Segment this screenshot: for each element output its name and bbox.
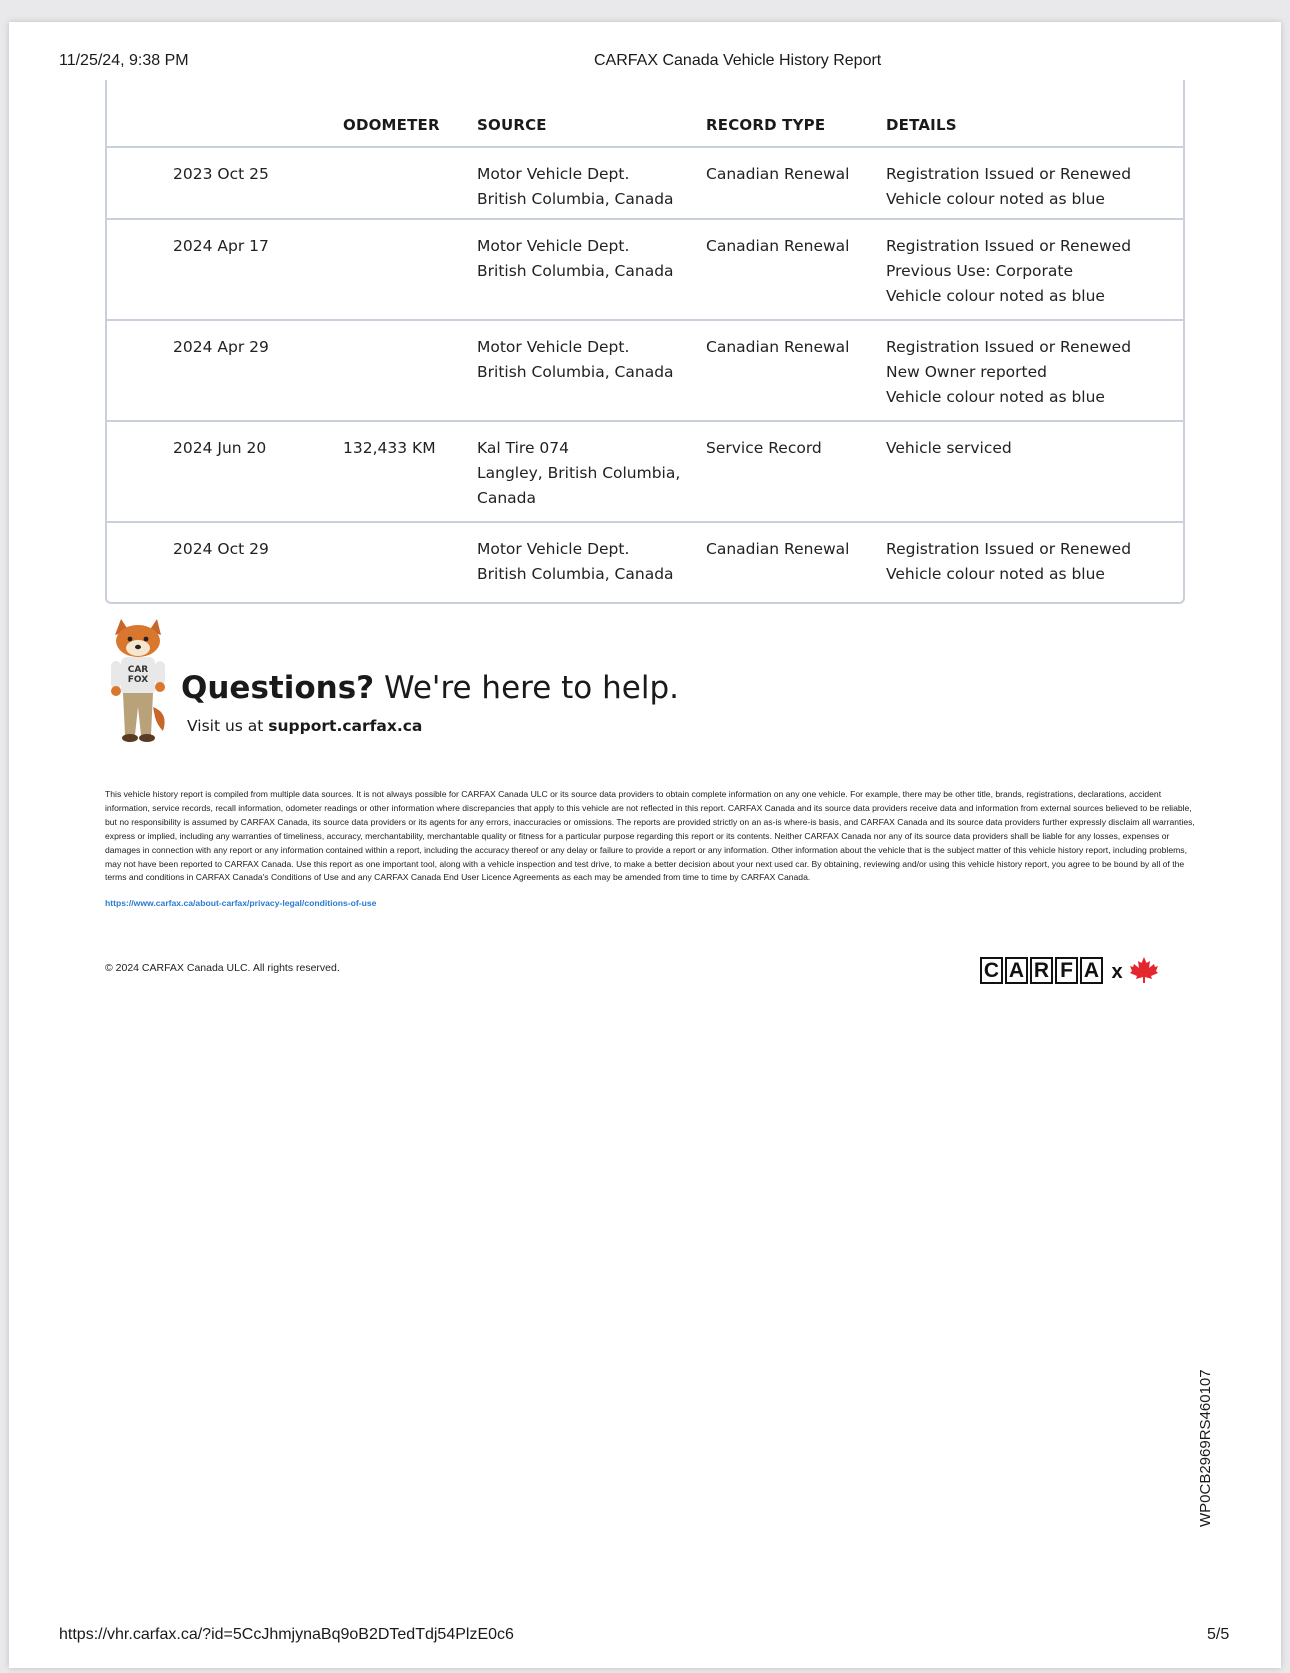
row-details: Vehicle serviced — [886, 439, 1012, 457]
print-datetime: 11/25/24, 9:38 PM — [59, 52, 189, 69]
row-record-type: Canadian Renewal — [706, 540, 850, 558]
table-header — [107, 80, 1183, 148]
help-heading: Questions? We're here to help. — [181, 670, 679, 706]
report-page — [9, 22, 1281, 1668]
page-number: 5/5 — [1207, 1626, 1230, 1643]
row-record-type: Canadian Renewal — [706, 237, 850, 255]
row-date: 2024 Apr 29 — [173, 338, 269, 356]
row-source: Motor Vehicle Dept. British Columbia, Canada — [477, 540, 674, 583]
svg-text:FOX: FOX — [127, 675, 149, 685]
maple-leaf-icon — [1129, 956, 1159, 984]
row-record-type: Canadian Renewal — [706, 165, 850, 183]
table-row — [107, 148, 1183, 220]
column-odometer: ODOMETER — [343, 116, 440, 134]
support-link[interactable]: support.carfax.ca — [268, 717, 423, 735]
table-row — [107, 523, 1183, 602]
copyright: © 2024 CARFAX Canada ULC. All rights reserved. — [105, 962, 340, 974]
row-source: Kal Tire 074 Langley, British Columbia, Canada — [477, 439, 681, 507]
row-details: Registration Issued or Renewed Vehicle colour noted as blue — [886, 165, 1132, 208]
row-source: Motor Vehicle Dept. British Columbia, Canada — [477, 237, 674, 280]
column-record-type: RECORD TYPE — [706, 116, 826, 134]
conditions-of-use-link[interactable]: https://www.carfax.ca/about-carfax/privacy-legal/conditions-of-use — [105, 898, 377, 908]
vin-number: WP0CB2969RS460107 — [1197, 1369, 1214, 1527]
row-date: 2024 Jun 20 — [173, 439, 267, 457]
row-date: 2024 Apr 17 — [173, 237, 269, 255]
row-record-type: Canadian Renewal — [706, 338, 850, 356]
row-details: Registration Issued or Renewed Vehicle colour noted as blue — [886, 540, 1132, 583]
column-details: DETAILS — [886, 116, 957, 134]
history-table — [105, 80, 1185, 604]
column-source: SOURCE — [477, 116, 547, 134]
row-date: 2023 Oct 25 — [173, 165, 269, 183]
row-source: Motor Vehicle Dept. British Columbia, Canada — [477, 338, 674, 381]
row-details: Registration Issued or Renewed Previous Use: Corporate Vehicle colour noted as blue — [886, 237, 1132, 305]
carfax-logo: C A R F A x — [980, 954, 1159, 984]
carfox-mascot-icon — [105, 617, 169, 747]
page-title: CARFAX Canada Vehicle History Report — [594, 52, 882, 69]
report-url: https://vhr.carfax.ca/?id=5CcJhmjynaBq9oB2DTedTdj54PlzE0c6 — [59, 1626, 514, 1643]
table-row — [107, 422, 1183, 523]
row-source: Motor Vehicle Dept. British Columbia, Canada — [477, 165, 674, 208]
help-visit-line: Visit us at support.carfax.ca — [187, 717, 423, 735]
row-details: Registration Issued or Renewed New Owner reported Vehicle colour noted as blue — [886, 338, 1132, 406]
svg-text:CAR: CAR — [127, 665, 149, 675]
table-row — [107, 321, 1183, 422]
table-row — [107, 220, 1183, 321]
row-odometer: 132,433 KM — [343, 439, 436, 457]
row-date: 2024 Oct 29 — [173, 540, 269, 558]
row-record-type: Service Record — [706, 439, 822, 457]
disclaimer-text: This vehicle history report is compiled from multiple data sources. It is not always possible for CARFAX Canada ULC or its source data providers to obtain complete information on any one vehicle. For example, there may be other title, brands, registrations, declarations, accident information, service records, recall information, odometer readings or other information where discrepancies that apply to this vehicle are not reflected in this report. CARFAX Canada and its source data providers receive data and information from external sources believed to be reliable, but no responsibility is assumed by CARFAX Canada, its source data providers or its agents for any errors, inaccuracies or omissions. The reports are provided strictly on an as-is where-is basis, and CARFAX Canada and its source data providers further expressly disclaim all warranties, express or implied, including any warranties of timeliness, accuracy, merchantability, merchantable quality or fitness for a particular purpose regarding this report or its contents. Neither CARFAX Canada nor any of its source data providers shall be liable for any losses, expenses or damages in connection with any report or any information contained within a report, including the accuracy thereof or any delay or failure to provide a report or any information. Other information about the vehicle that is the subject matter of this vehicle history report, including problems, may not have been reported to CARFAX Canada. Use this report as one important tool, along with a vehicle inspection and test drive, to make a better decision about your next used car. By obtaining, reviewing and/or using this vehicle history report, you agree to be bound by all of the terms and conditions in CARFAX Canada's Conditions of Use and any CARFAX Canada End User Licence Agreements as each may be amended from time to time by CARFAX Canada. — [105, 789, 1195, 883]
